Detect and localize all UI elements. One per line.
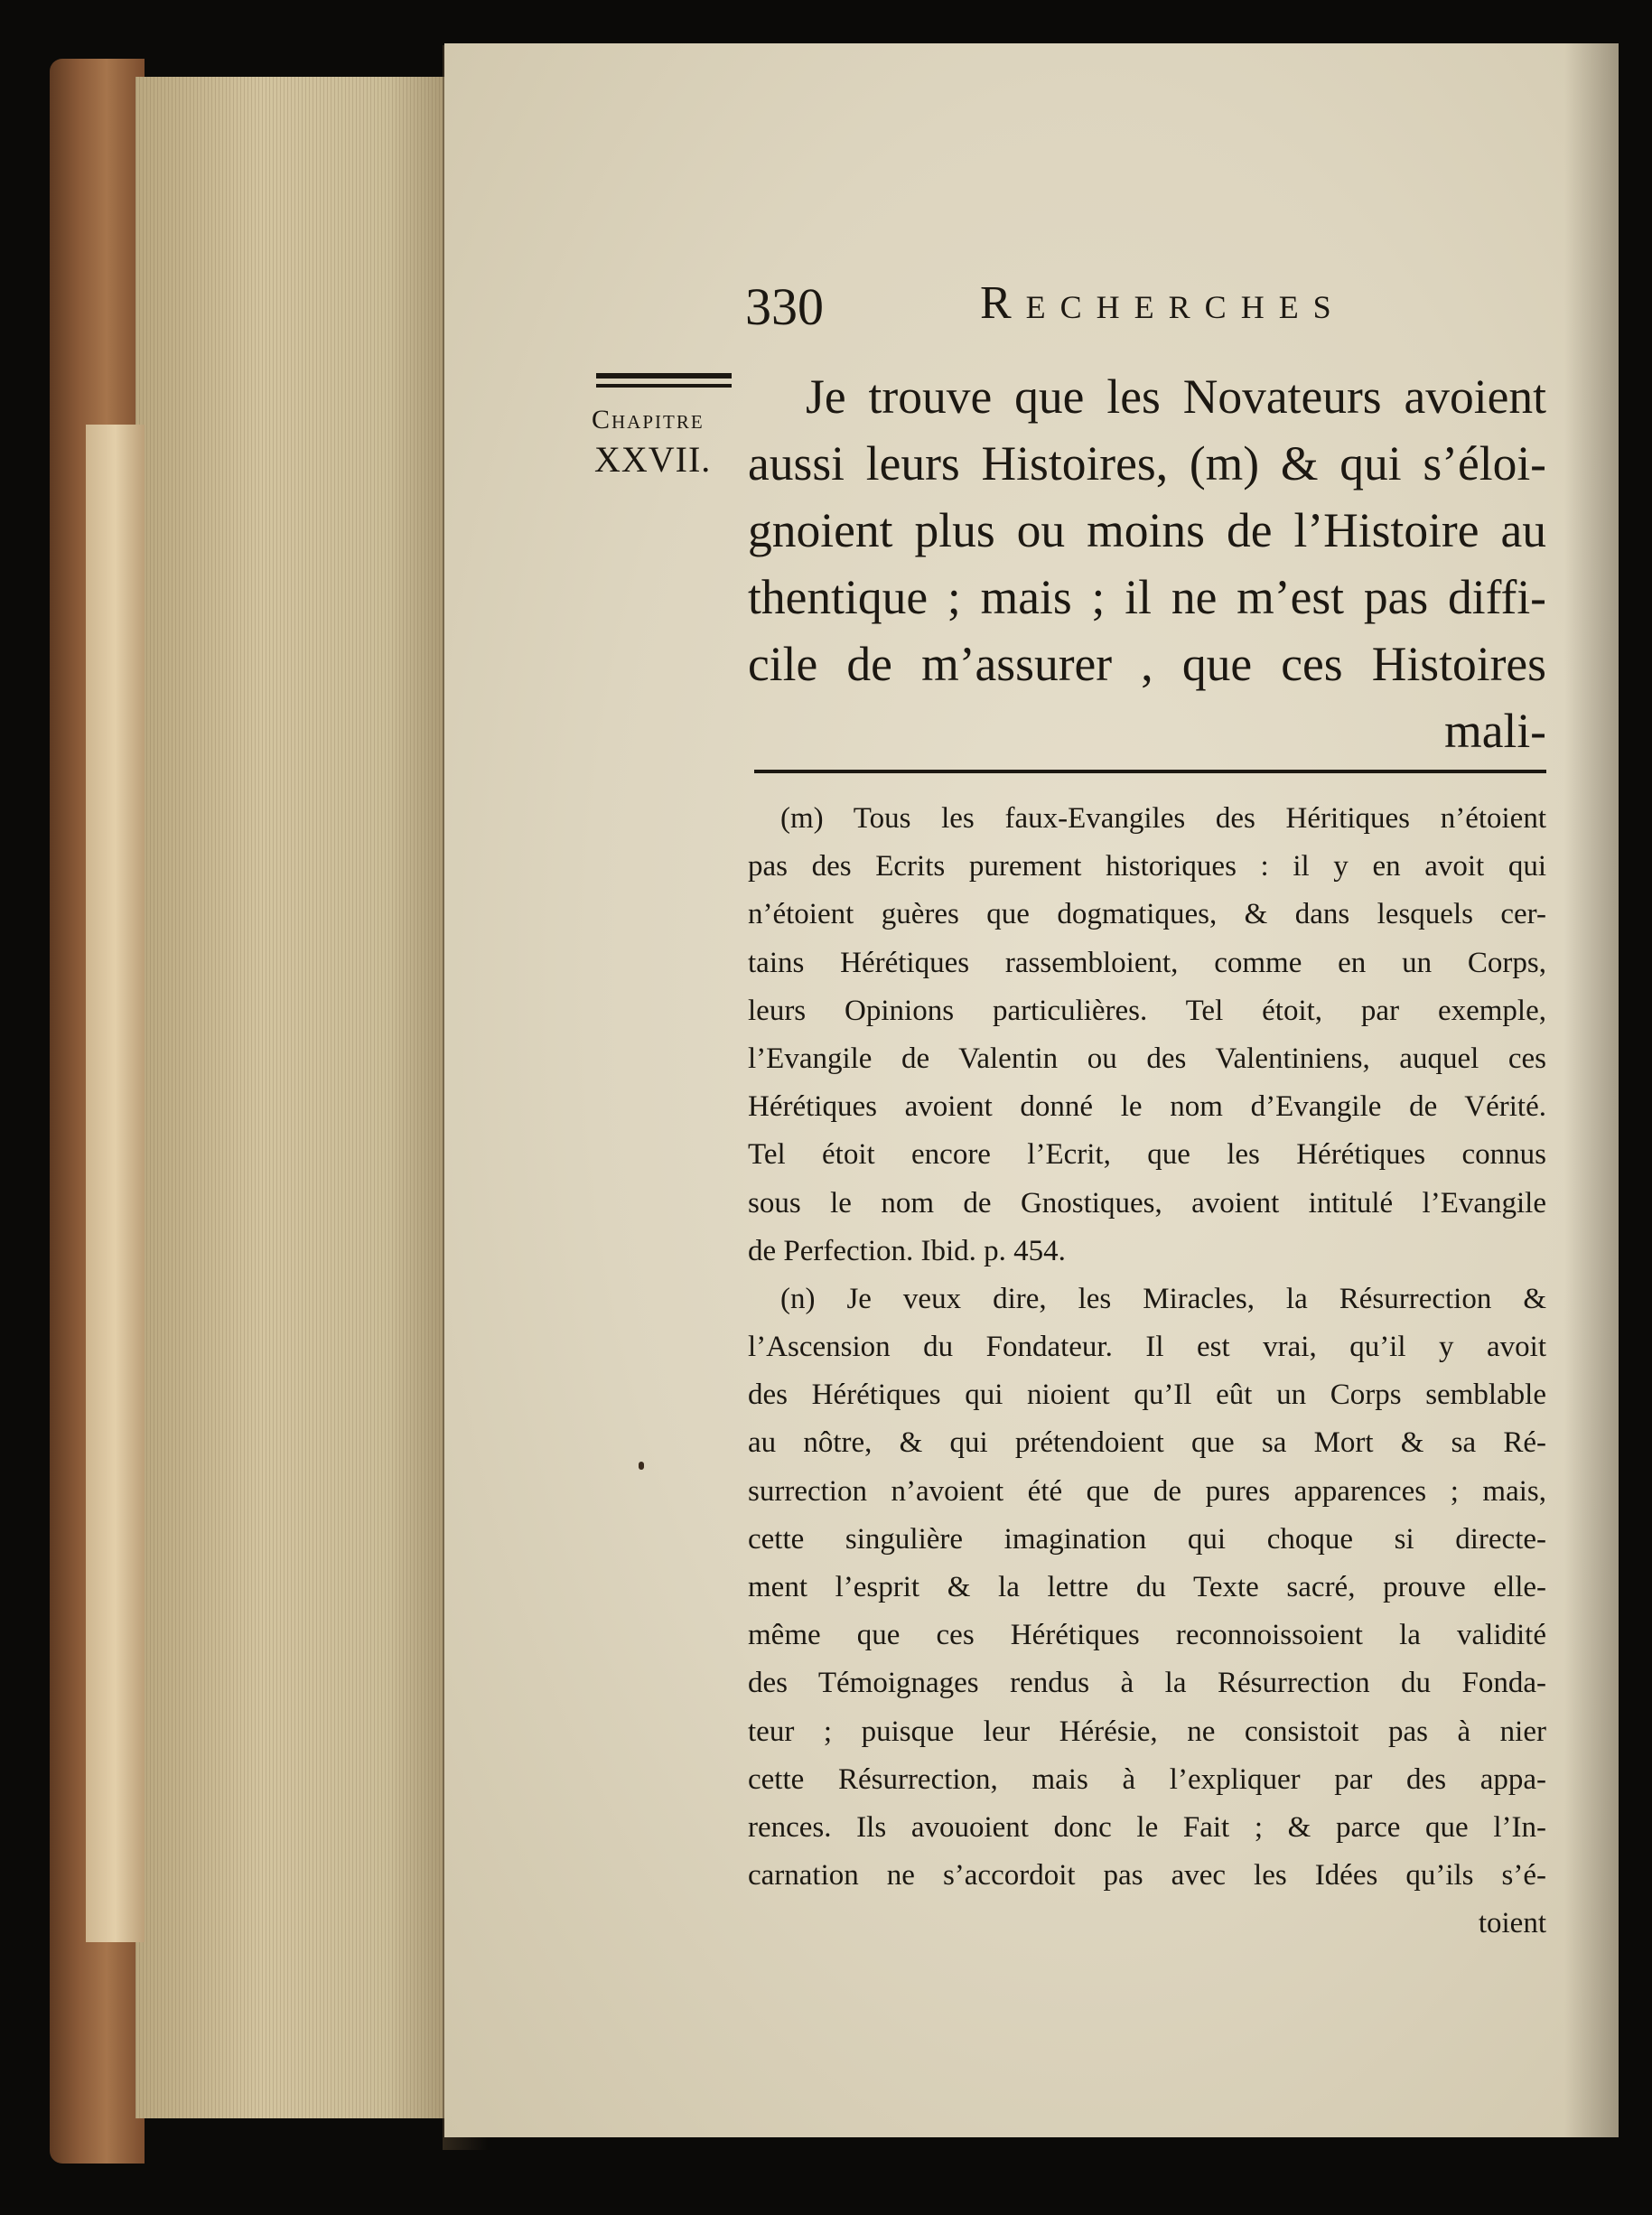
margin-rule-bottom: [596, 384, 732, 388]
footnote-line: même que ces Hérétiques reconnoissoient la validité: [748, 1619, 1546, 1652]
footnote-line: Tel étoit encore l’Ecrit, que les Hérétiques connus: [748, 1138, 1546, 1172]
footnote-line: (m) Tous les faux-Evangiles des Héritiques n’étoient: [780, 802, 1546, 835]
footnote-line: tains Hérétiques rassembloient, comme en un Corps,: [748, 946, 1546, 979]
footnote-line: au nôtre, & qui prétendoient que sa Mort & sa Ré-: [748, 1426, 1546, 1460]
footnote-line: rences. Ils avouoient donc le Fait ; & parce que l’In-: [748, 1810, 1546, 1844]
footnote-line: carnation ne s’accordoit pas avec les Idées qu’ils s’é-: [748, 1859, 1546, 1893]
footnote-line: des Hérétiques qui nioient qu’Il eût un Corps semblable: [748, 1379, 1546, 1412]
text-line: Je trouve que les Novateurs avoient: [806, 369, 1546, 424]
footnote-line: pas des Ecrits purement historiques : il y en avoit qui: [748, 850, 1546, 883]
chapter-label: Chapitre: [592, 405, 705, 435]
footnotes: [748, 795, 1546, 1949]
footnote-line: de Perfection. Ibid. p. 454.: [748, 1234, 1066, 1267]
footnote-line: cette Résurrection, mais à l’expliquer par des appa-: [748, 1762, 1546, 1796]
page-edge-shade: [1564, 43, 1619, 2137]
footnote-line: ment l’esprit & la lettre du Texte sacré, prouve elle-: [748, 1571, 1546, 1603]
chapter-number: XXVII.: [594, 439, 712, 480]
footnote-line: n’étoient guères que dogmatiques, & dans lesquels cer-: [748, 898, 1546, 931]
text-line: aussi leurs Histoires, (m) & qui s’éloi-: [748, 436, 1546, 491]
page-edges: [135, 77, 452, 2118]
catchword: mali-: [1444, 704, 1546, 758]
footnote-line: Hérétiques avoient donné le nom d’Evangile de Vérité.: [748, 1090, 1546, 1124]
text-line: cile de m’assurer , que ces Histoires: [748, 637, 1546, 691]
binding-paper-stripe: [86, 425, 145, 1942]
margin-rule-top: [596, 373, 732, 379]
footnote-line: leurs Opinions particulières. Tel étoit, par exemple,: [748, 994, 1546, 1027]
footnote-line: surrection n’avoient été que de pures apparences ; mais,: [748, 1474, 1546, 1508]
footnote-line: sous le nom de Gnostiques, avoient intitulé l’Evangile: [748, 1186, 1546, 1220]
footnote-line: (n) Je veux dire, les Miracles, la Résurrection &: [780, 1282, 1546, 1315]
catchword: toient: [1478, 1907, 1546, 1940]
text-line: gnoient plus ou moins de l’Histoire au: [748, 503, 1546, 557]
footnote-line: l’Evangile de Valentin ou des Valentiniens, auquel ces: [748, 1042, 1546, 1075]
running-title: Recherches: [980, 277, 1346, 329]
main-text: [748, 363, 1546, 764]
text-line: thentique ; mais ; il ne m’est pas diffi-: [748, 570, 1546, 624]
footnote-line: des Témoignages rendus à la Résurrection du Fonda-: [748, 1667, 1546, 1700]
footnote-line: cette singulière imagination qui choque si directe-: [748, 1522, 1546, 1556]
footnote-rule: [754, 770, 1546, 773]
footnote-line: teur ; puisque leur Hérésie, ne consistoit pas à nier: [748, 1715, 1546, 1748]
ink-fleck: [639, 1462, 644, 1470]
footnote-line: l’Ascension du Fondateur. Il est vrai, qu’il y avoit: [748, 1331, 1546, 1364]
page-number: 330: [745, 277, 824, 336]
